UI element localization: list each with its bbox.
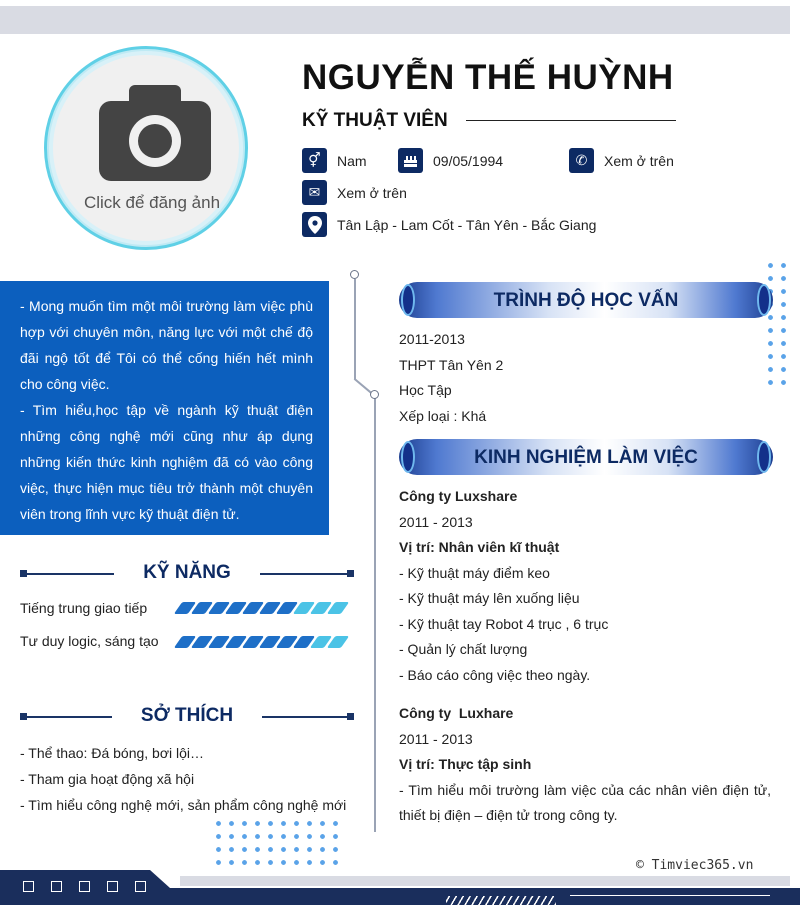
job-position: Vị trí: Nhân viên kĩ thuật [399,539,560,555]
title-divider [466,120,676,121]
photo-placeholder [53,55,239,241]
full-name: NGUYỄN THẾ HUỲNH [302,58,674,97]
job-company: Công ty Luxhare [399,705,514,721]
top-bar [0,6,790,34]
footer-line [570,895,770,896]
education-major: Học Tập [399,382,452,398]
job-task: - Kỹ thuật máy lên xuống liệu [399,590,580,606]
footer-square [135,881,146,892]
camera-icon [99,85,211,181]
job-company: Công ty Luxshare [399,488,518,504]
birthday-value: 09/05/1994 [433,152,504,169]
footer-square [107,881,118,892]
education-title: TRÌNH ĐỘ HỌC VẤN [493,290,679,311]
timeline-node [350,270,359,279]
job-position: Vị trí: Thực tập sinh [399,756,532,772]
decorative-dots [764,259,790,387]
education-period: 2011-2013 [399,331,465,347]
hobby-item: - Tham gia hoạt động xã hội [20,771,195,787]
hobbies-list [20,740,346,818]
timeline-line [374,398,376,832]
skill-name: Tiếng trung giao tiếp [20,600,148,616]
job-task: - Quản lý chất lượng [399,641,528,657]
timeline-node [370,390,379,399]
experience-job [399,701,771,829]
gender-row [302,148,367,173]
photo-upload-label[interactable]: Click để đăng ảnh [83,193,221,212]
footer-band-light [180,876,790,886]
footer-square [79,881,90,892]
email-row [302,180,407,205]
location-icon [302,212,327,237]
experience-title: KINH NGHIỆM LÀM VIỆC [474,447,698,468]
hobbies-heading [20,705,354,729]
education-grade: Xếp loại : Khá [399,407,487,424]
gender-value: Nam [337,152,367,169]
job-task: - Kỹ thuật máy điểm keo [399,564,550,581]
job-period: 2011 - 2013 [399,513,473,530]
education-banner [399,282,773,318]
job-title: KỸ THUẬT VIÊN [302,110,448,131]
skill-level-bar [178,602,345,614]
email-value: Xem ở trên [337,184,407,201]
footer-square [23,881,34,892]
skill-name: Tư duy logic, sáng tạo [20,633,159,649]
phone-icon: ✆ [569,148,594,173]
footer-square [51,881,62,892]
skills-heading [20,562,354,586]
job-period: 2011 - 2013 [399,730,473,747]
cake-icon [398,148,423,173]
address-value: Tân Lập - Lam Cốt - Tân Yên - Bắc Giang [337,216,597,233]
footer-hatch [446,896,556,905]
birthday-row [398,148,503,173]
skill-level-bar [178,636,345,648]
mail-icon: ✉ [302,180,327,205]
gender-icon: ⚥ [302,148,327,173]
job-task: - Tìm hiểu môi trường làm việc của các nhân viên điện tử, thiết bị điện – điện tử trong công ty. [399,781,771,823]
copyright: © Timviec365.vn [636,858,754,873]
timeline-line [354,279,356,379]
hobbies-title: SỞ THÍCH [140,705,234,726]
objective-paragraph: - Tìm hiểu,học tập về ngành kỹ thuật điện những công nghệ mới cũng như áp dụng những kiến thức kinh nghiệm đã có vào công việc, thực hiện mục tiêu trở thành một chuyên viên trong lĩnh vực kỹ thuật điện tử. [20,402,313,522]
career-objective [0,281,329,535]
job-task: - Báo cáo công việc theo ngày. [399,666,591,683]
experience-job [399,484,769,688]
hobby-item: - Tìm hiểu công nghệ mới, sản phẩm công nghệ mới [20,797,347,813]
hobby-item: - Thể thao: Đá bóng, bơi lội… [20,745,205,761]
job-task: - Kỹ thuật tay Robot 4 trục , 6 trục [399,615,609,632]
experience-banner [399,439,773,475]
skills-title: KỸ NĂNG [143,562,231,583]
decorative-dots [212,817,342,865]
phone-row [569,148,674,173]
objective-paragraph: - Mong muốn tìm một môi trường làm việc phù hợp với chuyên môn, năng lực với một chế độ đãi ngộ tốt để Tôi có thể cống hiến hết mình cho công việc. [20,298,313,392]
photo-upload[interactable] [44,46,248,250]
address-row [302,212,596,237]
education-details [399,327,503,429]
phone-value: Xem ở trên [604,152,674,169]
education-school: THPT Tân Yên 2 [399,356,504,373]
